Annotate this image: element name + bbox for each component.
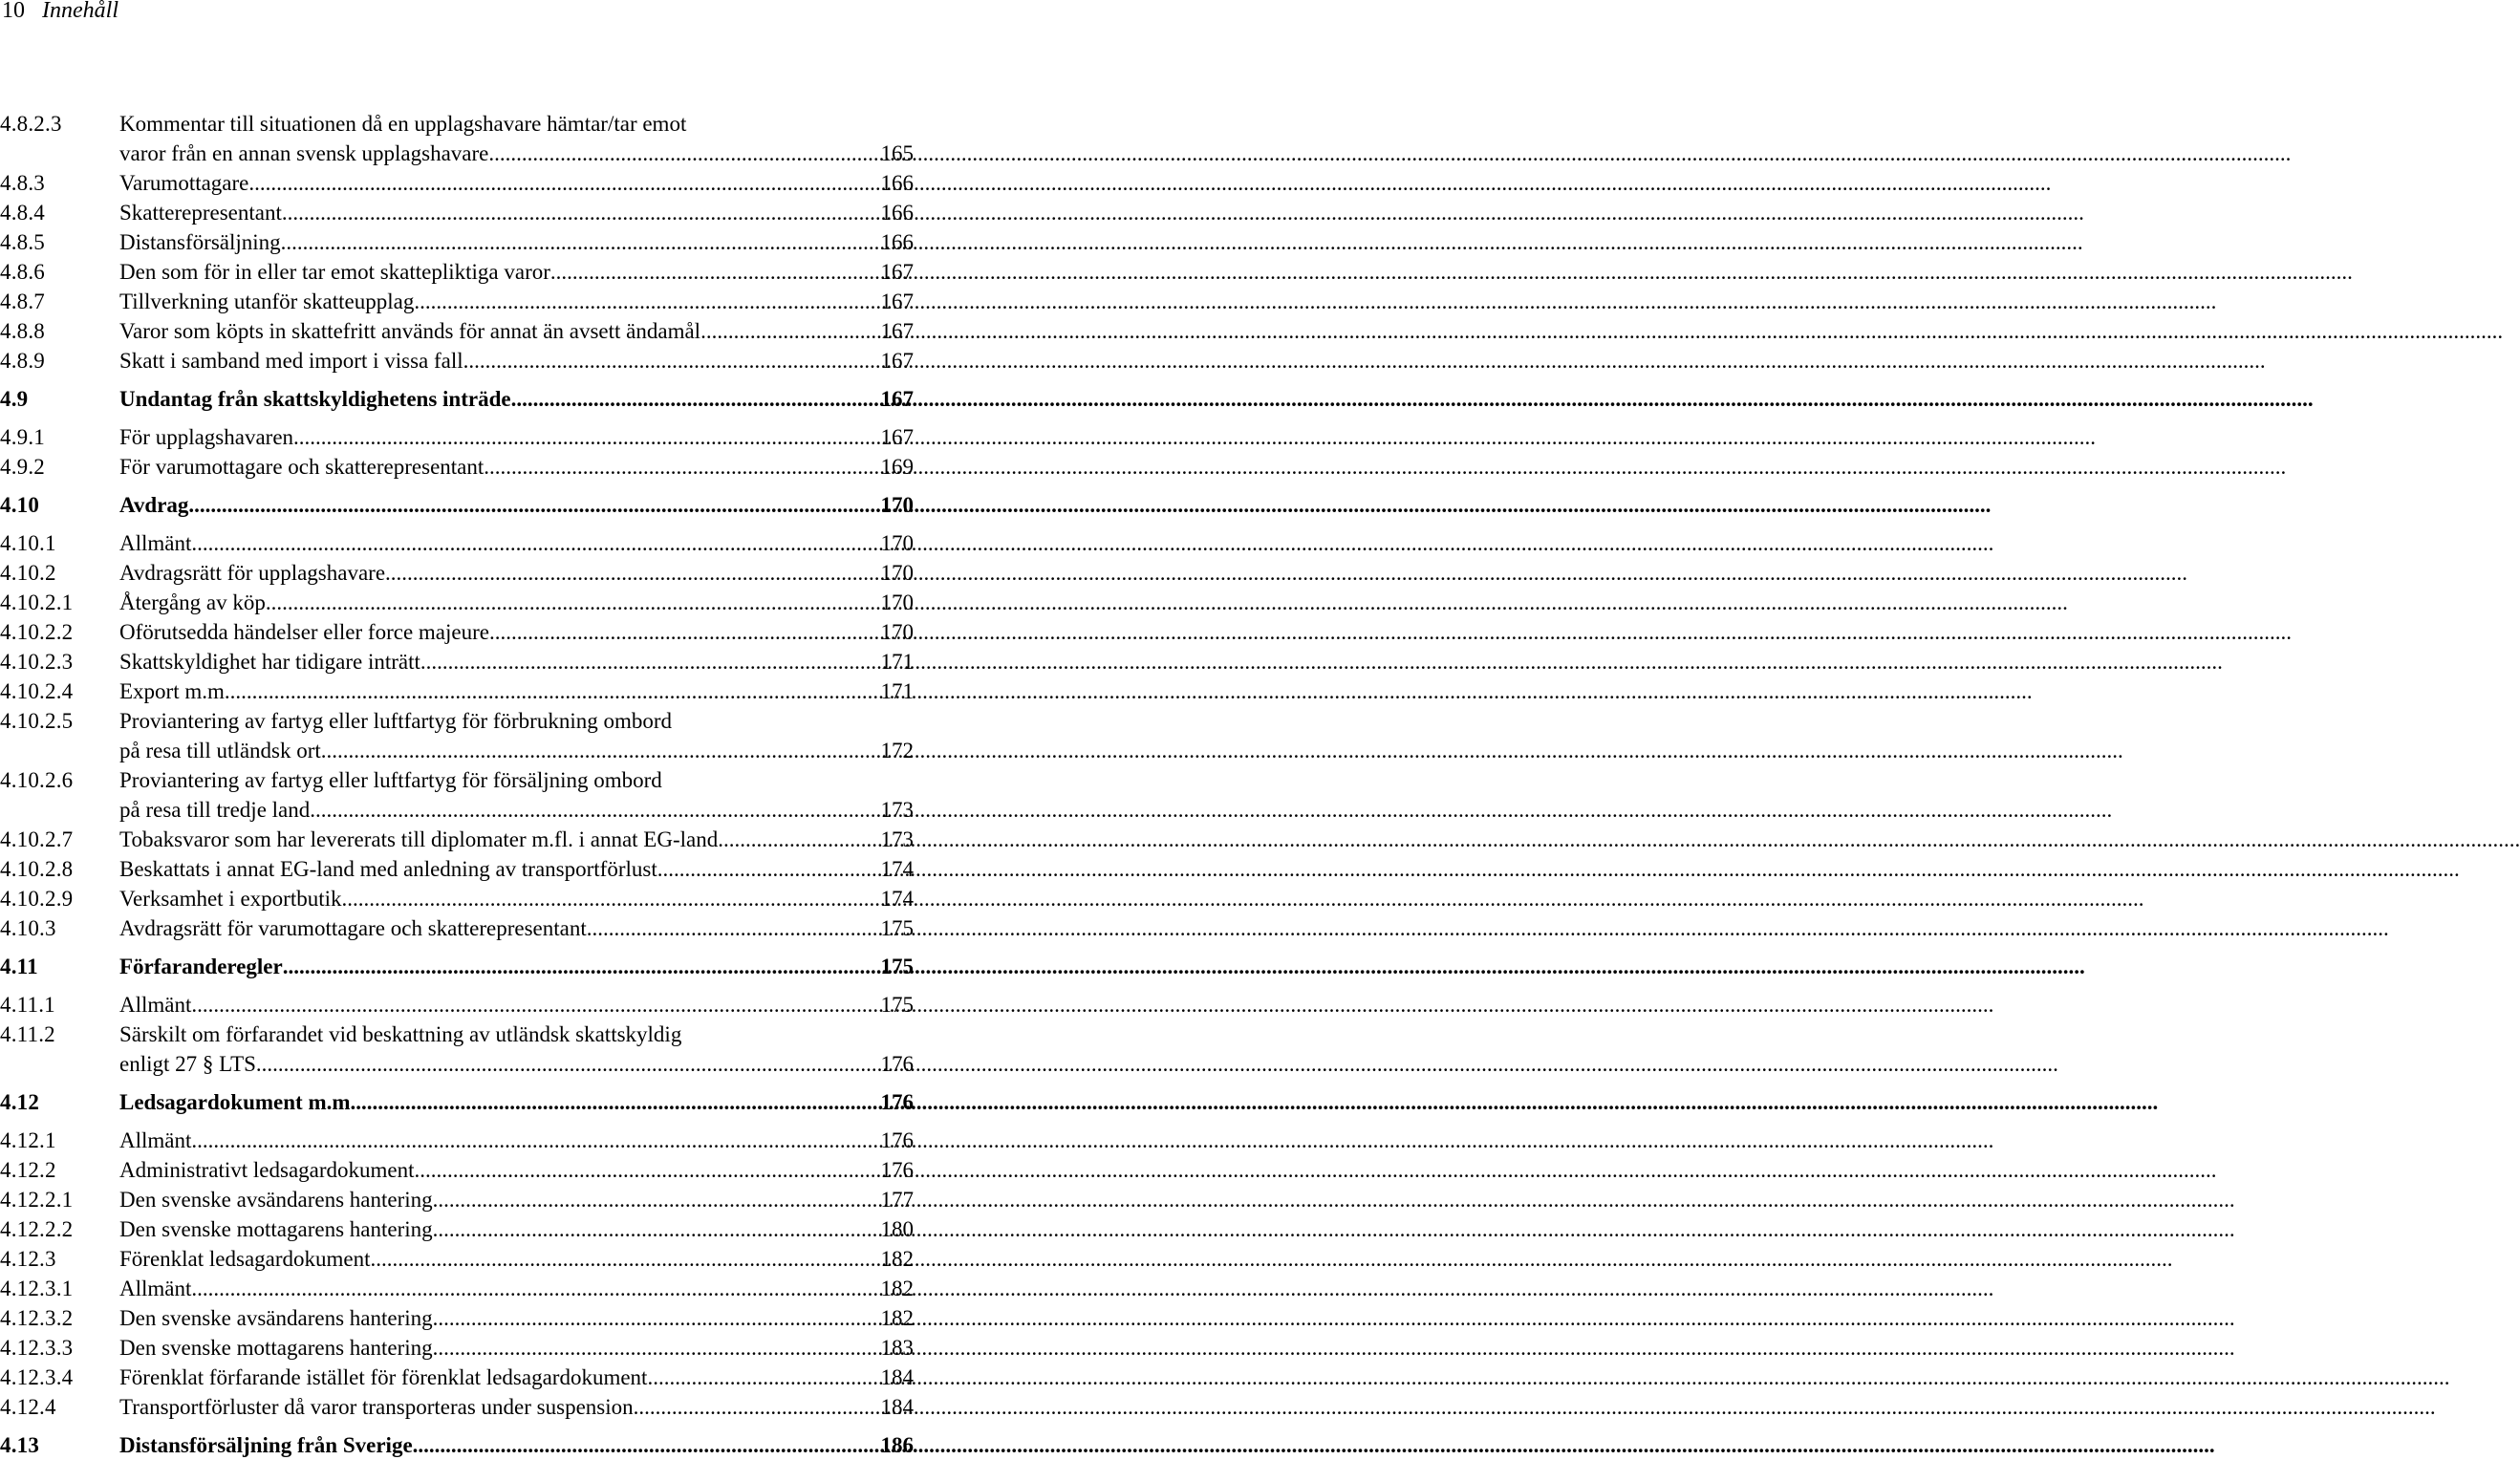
toc-entry-body bbox=[119, 1185, 917, 1214]
toc-entry-body bbox=[119, 558, 917, 588]
toc-entry-title: Den som för in eller tar emot skattepliktiga varor bbox=[119, 260, 550, 284]
toc-entry-number: 4.12.3.1 bbox=[0, 1277, 74, 1300]
toc-entry-page-number: 180 bbox=[880, 1217, 914, 1241]
toc-entry[interactable] bbox=[0, 825, 917, 854]
toc-entry-page-number: 176 bbox=[880, 1158, 914, 1182]
toc-entry-body bbox=[119, 528, 917, 558]
toc-dot-leader bbox=[191, 1274, 878, 1303]
toc-entry-number: 4.8.5 bbox=[0, 230, 45, 254]
toc-entry-page-number: 170 bbox=[880, 590, 914, 614]
toc-dot-leader bbox=[248, 168, 878, 198]
toc-dot-leader bbox=[310, 795, 878, 825]
toc-entry-main-line bbox=[119, 198, 914, 227]
toc-entry-title: Avdrag bbox=[119, 493, 189, 517]
toc-dot-leader bbox=[266, 588, 879, 617]
toc-entry-body bbox=[119, 1087, 917, 1117]
toc-entry-main-line bbox=[119, 617, 914, 647]
toc-entry-page-number: 172 bbox=[880, 739, 914, 762]
toc-entry[interactable] bbox=[0, 990, 917, 1020]
toc-entry-number: 4.12.2.1 bbox=[0, 1188, 74, 1212]
toc-entry-title: Skattskyldighet har tidigare inträtt bbox=[119, 650, 420, 674]
toc-entry-title: Allmänt bbox=[119, 1277, 192, 1300]
toc-dot-leader bbox=[355, 1087, 878, 1117]
toc-entry-title: Skatterepresentant bbox=[119, 201, 282, 225]
toc-dot-leader bbox=[413, 1430, 879, 1460]
toc-entry[interactable] bbox=[0, 109, 917, 168]
toc-entry-page-number: 182 bbox=[880, 1247, 914, 1271]
toc-dot-leader bbox=[634, 1392, 879, 1422]
toc-entry-main-line bbox=[119, 1214, 914, 1244]
toc-entry-page-number: 166 bbox=[880, 171, 914, 195]
toc-entry-title: enligt 27 § LTS bbox=[119, 1052, 256, 1076]
toc-entry-number: 4.8.9 bbox=[0, 349, 45, 373]
toc-entry-title: Undantag från skattskyldighetens inträde bbox=[119, 387, 511, 411]
toc-entry-number: 4.10.2.7 bbox=[0, 827, 74, 851]
toc-entry-title: Förenklat ledsagardokument bbox=[119, 1247, 371, 1271]
toc-entry-page-number: 174 bbox=[880, 887, 914, 911]
toc-entry-body bbox=[119, 1020, 917, 1079]
toc-entry[interactable] bbox=[0, 884, 917, 913]
toc-dot-leader bbox=[385, 558, 878, 588]
toc-entry[interactable] bbox=[0, 1155, 917, 1185]
toc-entry-number: 4.10.2.1 bbox=[0, 590, 74, 614]
toc-entry-body bbox=[119, 1244, 917, 1274]
toc-dot-leader bbox=[414, 287, 878, 316]
toc-entry[interactable] bbox=[0, 422, 917, 452]
toc-entry-page-number: 173 bbox=[880, 827, 914, 851]
toc-entry-title: Administrativt ledsagardokument bbox=[119, 1158, 415, 1182]
toc-entry-body bbox=[119, 490, 917, 520]
toc-entry-title: Distansförsäljning från Sverige bbox=[119, 1433, 413, 1457]
toc-entry-main-line bbox=[119, 913, 914, 943]
toc-entry-body bbox=[119, 1126, 917, 1155]
toc-entry-number: 4.12.3.4 bbox=[0, 1365, 74, 1389]
toc-entry-number: 4.10.1 bbox=[0, 531, 56, 555]
toc-entry-page-number: 183 bbox=[880, 1336, 914, 1360]
toc-dot-leader bbox=[463, 346, 879, 376]
toc-entry[interactable] bbox=[0, 588, 917, 617]
toc-entry-main-line bbox=[119, 990, 914, 1020]
toc-entry-page-number: 167 bbox=[880, 425, 914, 449]
toc-dot-leader bbox=[587, 913, 879, 943]
toc-entry[interactable] bbox=[0, 1244, 917, 1274]
toc-entry-body bbox=[119, 1363, 917, 1392]
toc-entry-page-number: 186 bbox=[880, 1433, 914, 1457]
toc-entry-number: 4.11.1 bbox=[0, 993, 55, 1017]
toc-entry-main-line bbox=[119, 139, 914, 168]
toc-entry-body bbox=[119, 1392, 917, 1422]
toc-dot-leader bbox=[415, 1155, 879, 1185]
toc-entry-title-line1: Kommentar till situationen då en upplagshavare hämtar/tar emot bbox=[119, 112, 687, 136]
toc-entry[interactable] bbox=[0, 1274, 917, 1303]
toc-entry-body bbox=[119, 854, 917, 884]
toc-entry-main-line bbox=[119, 854, 914, 884]
toc-entry-number: 4.10.2.8 bbox=[0, 857, 74, 881]
toc-dot-leader bbox=[433, 1333, 879, 1363]
toc-entry-main-line bbox=[119, 1333, 914, 1363]
toc-entry-body bbox=[119, 257, 917, 287]
toc-entry-title: Ledsagardokument m.m. bbox=[119, 1090, 356, 1114]
toc-entry-number: 4.10 bbox=[0, 493, 40, 517]
toc-entry-number: 4.8.6 bbox=[0, 260, 45, 284]
toc-dot-leader bbox=[191, 1126, 878, 1155]
toc-entry[interactable] bbox=[0, 558, 917, 588]
toc-entry-number: 4.9 bbox=[0, 387, 29, 411]
toc-entry-number: 4.10.2.2 bbox=[0, 620, 74, 644]
toc-dot-leader bbox=[657, 854, 879, 884]
toc-entry[interactable] bbox=[0, 676, 917, 706]
toc-entry-number: 4.9.1 bbox=[0, 425, 45, 449]
toc-entry-body bbox=[119, 913, 917, 943]
toc-entry-main-line bbox=[119, 1049, 914, 1079]
toc-entry-main-line bbox=[119, 346, 914, 376]
toc-entry[interactable] bbox=[0, 1430, 917, 1460]
toc-entry-main-line bbox=[119, 588, 914, 617]
toc-entry-page-number: 170 bbox=[880, 561, 914, 585]
toc-entry-number: 4.12 bbox=[0, 1090, 40, 1114]
toc-entry-title: Varor som köpts in skattefritt används för annat än avsett ändamål bbox=[119, 319, 701, 343]
toc-entry-main-line bbox=[119, 825, 914, 854]
toc-entry-title: Förenklat förfarande istället för förenklat ledsagardokument bbox=[119, 1365, 648, 1389]
toc-dot-leader bbox=[718, 825, 878, 854]
toc-entry[interactable] bbox=[0, 198, 917, 227]
table-of-contents bbox=[0, 109, 917, 1460]
toc-entry-number: 4.12.1 bbox=[0, 1128, 56, 1152]
toc-entry-page-number: 184 bbox=[880, 1395, 914, 1419]
toc-entry[interactable] bbox=[0, 452, 917, 482]
toc-entry-main-line bbox=[119, 1274, 914, 1303]
toc-entry-number: 4.12.3.3 bbox=[0, 1336, 74, 1360]
toc-entry-page-number: 175 bbox=[880, 993, 914, 1017]
toc-entry[interactable] bbox=[0, 1126, 917, 1155]
toc-entry[interactable] bbox=[0, 168, 917, 198]
toc-entry-title: Transportförluster då varor transporteras under suspension bbox=[119, 1395, 634, 1419]
toc-entry-title: Tobaksvaror som har levererats till diplomater m.fl. i annat EG-land bbox=[119, 827, 719, 851]
toc-entry-page-number: 167 bbox=[880, 260, 914, 284]
toc-entry[interactable] bbox=[0, 765, 917, 825]
toc-entry-main-line bbox=[119, 1244, 914, 1274]
toc-entry-number: 4.10.2 bbox=[0, 561, 56, 585]
toc-dot-leader bbox=[511, 384, 879, 414]
toc-entry-main-line bbox=[119, 1303, 914, 1333]
toc-entry[interactable] bbox=[0, 316, 917, 346]
toc-dot-leader bbox=[433, 1214, 879, 1244]
toc-entry-number: 4.8.7 bbox=[0, 290, 45, 313]
toc-entry[interactable] bbox=[0, 617, 917, 647]
toc-entry-body bbox=[119, 1214, 917, 1244]
toc-entry-page-number: 167 bbox=[880, 319, 914, 343]
toc-entry-body bbox=[119, 422, 917, 452]
toc-entry-number: 4.8.3 bbox=[0, 171, 45, 195]
toc-entry-main-line bbox=[119, 227, 914, 257]
toc-entry-body bbox=[119, 884, 917, 913]
toc-entry-main-line bbox=[119, 452, 914, 482]
toc-entry-main-line bbox=[119, 1126, 914, 1155]
toc-entry-main-line bbox=[119, 528, 914, 558]
toc-dot-leader bbox=[489, 617, 879, 647]
toc-entry-main-line bbox=[119, 647, 914, 676]
toc-dot-leader bbox=[371, 1244, 879, 1274]
toc-entry-title-line1: Särskilt om förfarandet vid beskattning av utländsk skattskyldig bbox=[119, 1022, 682, 1046]
toc-entry-title: Den svenske avsändarens hantering bbox=[119, 1306, 433, 1330]
toc-entry-title: Distansförsäljning bbox=[119, 230, 281, 254]
toc-entry[interactable] bbox=[0, 1363, 917, 1392]
toc-entry-title: Den svenske mottagarens hantering bbox=[119, 1336, 433, 1360]
toc-dot-leader bbox=[293, 422, 878, 452]
toc-entry-body bbox=[119, 1333, 917, 1363]
toc-entry-body bbox=[119, 647, 917, 676]
toc-dot-leader bbox=[484, 452, 878, 482]
toc-entry-main-line bbox=[119, 1155, 914, 1185]
toc-dot-leader bbox=[647, 1363, 878, 1392]
toc-dot-leader bbox=[433, 1303, 879, 1333]
toc-entry-number: 4.10.2.9 bbox=[0, 887, 74, 911]
toc-entry-body bbox=[119, 346, 917, 376]
toc-entry-title: Oförutsedda händelser eller force majeure bbox=[119, 620, 489, 644]
toc-entry-page-number: 175 bbox=[880, 916, 914, 940]
toc-entry-body bbox=[119, 706, 917, 765]
toc-entry-title-line1: Proviantering av fartyg eller luftfartyg för förbrukning ombord bbox=[119, 709, 673, 733]
toc-entry-number: 4.10.2.5 bbox=[0, 709, 74, 733]
toc-entry-title: varor från en annan svensk upplagshavare bbox=[119, 141, 489, 165]
toc-entry-title: Varumottagare bbox=[119, 171, 249, 195]
toc-entry[interactable] bbox=[0, 1087, 917, 1117]
toc-entry-body bbox=[119, 198, 917, 227]
toc-entry-title: Avdragsrätt för varumottagare och skatterepresentant bbox=[119, 916, 587, 940]
toc-entry-title: För upplagshavaren bbox=[119, 425, 294, 449]
toc-entry-page-number: 184 bbox=[880, 1365, 914, 1389]
page-header-title: Innehåll bbox=[42, 0, 118, 23]
toc-entry-page-number: 175 bbox=[880, 955, 914, 978]
toc-entry-number: 4.11 bbox=[0, 955, 38, 978]
toc-entry-page-number: 182 bbox=[880, 1306, 914, 1330]
toc-entry-number: 4.9.2 bbox=[0, 455, 45, 479]
toc-entry-title: på resa till utländsk ort bbox=[119, 739, 321, 762]
toc-entry-number: 4.8.2.3 bbox=[0, 112, 62, 136]
toc-entry-title: Verksamhet i exportbutik bbox=[119, 887, 342, 911]
toc-entry-main-line bbox=[119, 676, 914, 706]
toc-entry-body bbox=[119, 287, 917, 316]
toc-entry-body bbox=[119, 990, 917, 1020]
toc-entry-body bbox=[119, 588, 917, 617]
toc-entry-title: Tillverkning utanför skatteupplag bbox=[119, 290, 415, 313]
toc-entry-page-number: 169 bbox=[880, 455, 914, 479]
toc-entry-number: 4.10.2.4 bbox=[0, 679, 74, 703]
toc-entry-page-number: 166 bbox=[880, 230, 914, 254]
toc-entry-page-number: 171 bbox=[880, 650, 914, 674]
toc-entry-title: Förfaranderegler bbox=[119, 955, 283, 978]
toc-dot-leader bbox=[342, 884, 879, 913]
toc-entry-page-number: 171 bbox=[880, 679, 914, 703]
toc-dot-leader bbox=[282, 198, 879, 227]
toc-entry[interactable] bbox=[0, 490, 917, 520]
toc-dot-leader bbox=[230, 676, 879, 706]
toc-entry-number: 4.12.2.2 bbox=[0, 1217, 74, 1241]
toc-dot-leader bbox=[191, 990, 878, 1020]
toc-entry-page-number: 167 bbox=[880, 349, 914, 373]
toc-entry-page-number: 174 bbox=[880, 857, 914, 881]
toc-entry-body bbox=[119, 765, 917, 825]
toc-entry-body bbox=[119, 952, 917, 981]
toc-entry-title: Den svenske mottagarens hantering bbox=[119, 1217, 433, 1241]
toc-entry-page-number: 176 bbox=[880, 1128, 914, 1152]
toc-dot-leader bbox=[488, 139, 878, 168]
toc-entry-title-line1: Proviantering av fartyg eller luftfartyg för försäljning ombord bbox=[119, 768, 662, 792]
toc-entry-number: 4.11.2 bbox=[0, 1022, 55, 1046]
toc-entry-main-line bbox=[119, 558, 914, 588]
toc-entry[interactable] bbox=[0, 1185, 917, 1214]
toc-entry-main-line bbox=[119, 952, 914, 981]
toc-entry[interactable] bbox=[0, 384, 917, 414]
toc-dot-leader bbox=[550, 257, 879, 287]
toc-entry-main-line bbox=[119, 168, 914, 198]
toc-entry[interactable] bbox=[0, 854, 917, 884]
toc-entry-main-line bbox=[119, 795, 914, 825]
toc-entry-page-number: 167 bbox=[880, 290, 914, 313]
toc-entry-main-line bbox=[119, 316, 914, 346]
toc-dot-leader bbox=[433, 1185, 879, 1214]
toc-entry-title: Allmänt bbox=[119, 993, 192, 1017]
toc-entry-page-number: 170 bbox=[880, 493, 914, 517]
toc-dot-leader bbox=[191, 528, 878, 558]
toc-entry-number: 4.12.3.2 bbox=[0, 1306, 74, 1330]
toc-entry[interactable] bbox=[0, 227, 917, 257]
toc-entry-main-line bbox=[119, 1363, 914, 1392]
toc-entry-page-number: 173 bbox=[880, 798, 914, 822]
toc-entry-body bbox=[119, 452, 917, 482]
toc-dot-leader bbox=[281, 227, 879, 257]
toc-entry[interactable] bbox=[0, 528, 917, 558]
toc-entry-body bbox=[119, 617, 917, 647]
toc-entry-main-line bbox=[119, 1392, 914, 1422]
toc-entry[interactable] bbox=[0, 1333, 917, 1363]
toc-entry-number: 4.10.2.3 bbox=[0, 650, 74, 674]
toc-entry-main-line bbox=[119, 490, 914, 520]
toc-entry-body bbox=[119, 676, 917, 706]
toc-dot-leader bbox=[700, 316, 878, 346]
toc-entry-number: 4.10.3 bbox=[0, 916, 56, 940]
toc-entry[interactable] bbox=[0, 1020, 917, 1079]
toc-entry-body bbox=[119, 1274, 917, 1303]
toc-dot-leader bbox=[188, 490, 878, 520]
toc-entry-body bbox=[119, 1303, 917, 1333]
toc-entry-main-line bbox=[119, 1430, 914, 1460]
toc-entry-title: Återgång av köp bbox=[119, 590, 266, 614]
toc-entry-number: 4.10.2.6 bbox=[0, 768, 74, 792]
toc-entry-number: 4.12.3 bbox=[0, 1247, 56, 1271]
toc-entry-number: 4.8.4 bbox=[0, 201, 45, 225]
toc-entry-page-number: 166 bbox=[880, 201, 914, 225]
toc-entry-title: Beskattats i annat EG-land med anledning av transportförlust bbox=[119, 857, 657, 881]
toc-entry-page-number: 165 bbox=[880, 141, 914, 165]
toc-entry-title: Avdragsrätt för upplagshavare bbox=[119, 561, 386, 585]
toc-entry-main-line bbox=[119, 736, 914, 765]
toc-entry[interactable] bbox=[0, 346, 917, 376]
toc-entry[interactable] bbox=[0, 1214, 917, 1244]
toc-entry-main-line bbox=[119, 1087, 914, 1117]
toc-entry-body bbox=[119, 384, 917, 414]
toc-dot-leader bbox=[321, 736, 879, 765]
toc-entry[interactable] bbox=[0, 287, 917, 316]
toc-entry-page-number: 177 bbox=[880, 1188, 914, 1212]
toc-entry-number: 4.12.4 bbox=[0, 1395, 56, 1419]
toc-entry-page-number: 167 bbox=[880, 387, 914, 411]
toc-dot-leader bbox=[283, 952, 879, 981]
toc-entry-page-number: 176 bbox=[880, 1052, 914, 1076]
toc-entry[interactable] bbox=[0, 706, 917, 765]
toc-entry[interactable] bbox=[0, 647, 917, 676]
toc-entry-body bbox=[119, 1155, 917, 1185]
toc-entry-page-number: 176 bbox=[880, 1090, 914, 1114]
toc-entry-number: 4.8.8 bbox=[0, 319, 45, 343]
toc-entry-title: Export m.m. bbox=[119, 679, 230, 703]
toc-entry[interactable] bbox=[0, 257, 917, 287]
toc-dot-leader bbox=[256, 1049, 879, 1079]
toc-entry[interactable] bbox=[0, 913, 917, 943]
toc-entry-page-number: 170 bbox=[880, 531, 914, 555]
toc-entry-number: 4.12.2 bbox=[0, 1158, 56, 1182]
toc-entry-title: Den svenske avsändarens hantering bbox=[119, 1188, 433, 1212]
toc-entry-body bbox=[119, 168, 917, 198]
toc-entry[interactable] bbox=[0, 1392, 917, 1422]
toc-dot-leader bbox=[420, 647, 879, 676]
toc-entry-main-line bbox=[119, 384, 914, 414]
toc-entry-title: Allmänt bbox=[119, 531, 192, 555]
toc-entry-body bbox=[119, 1430, 917, 1460]
toc-entry-title: För varumottagare och skatterepresentant bbox=[119, 455, 485, 479]
toc-entry-body bbox=[119, 316, 917, 346]
toc-entry-main-line bbox=[119, 1185, 914, 1214]
toc-entry-body bbox=[119, 109, 917, 168]
toc-entry-body bbox=[119, 227, 917, 257]
page-number: 10 bbox=[2, 0, 25, 23]
toc-entry-title: Skatt i samband med import i vissa fall bbox=[119, 349, 463, 373]
toc-entry-title: på resa till tredje land bbox=[119, 798, 311, 822]
toc-entry-page-number: 182 bbox=[880, 1277, 914, 1300]
toc-entry-main-line bbox=[119, 257, 914, 287]
page-header bbox=[2, 0, 118, 25]
toc-entry[interactable] bbox=[0, 952, 917, 981]
toc-entry-main-line bbox=[119, 287, 914, 316]
toc-entry-page-number: 170 bbox=[880, 620, 914, 644]
toc-entry-number: 4.13 bbox=[0, 1433, 40, 1457]
toc-entry-body bbox=[119, 825, 917, 854]
toc-entry[interactable] bbox=[0, 1303, 917, 1333]
toc-entry-title: Allmänt bbox=[119, 1128, 192, 1152]
toc-entry-main-line bbox=[119, 884, 914, 913]
toc-entry-main-line bbox=[119, 422, 914, 452]
